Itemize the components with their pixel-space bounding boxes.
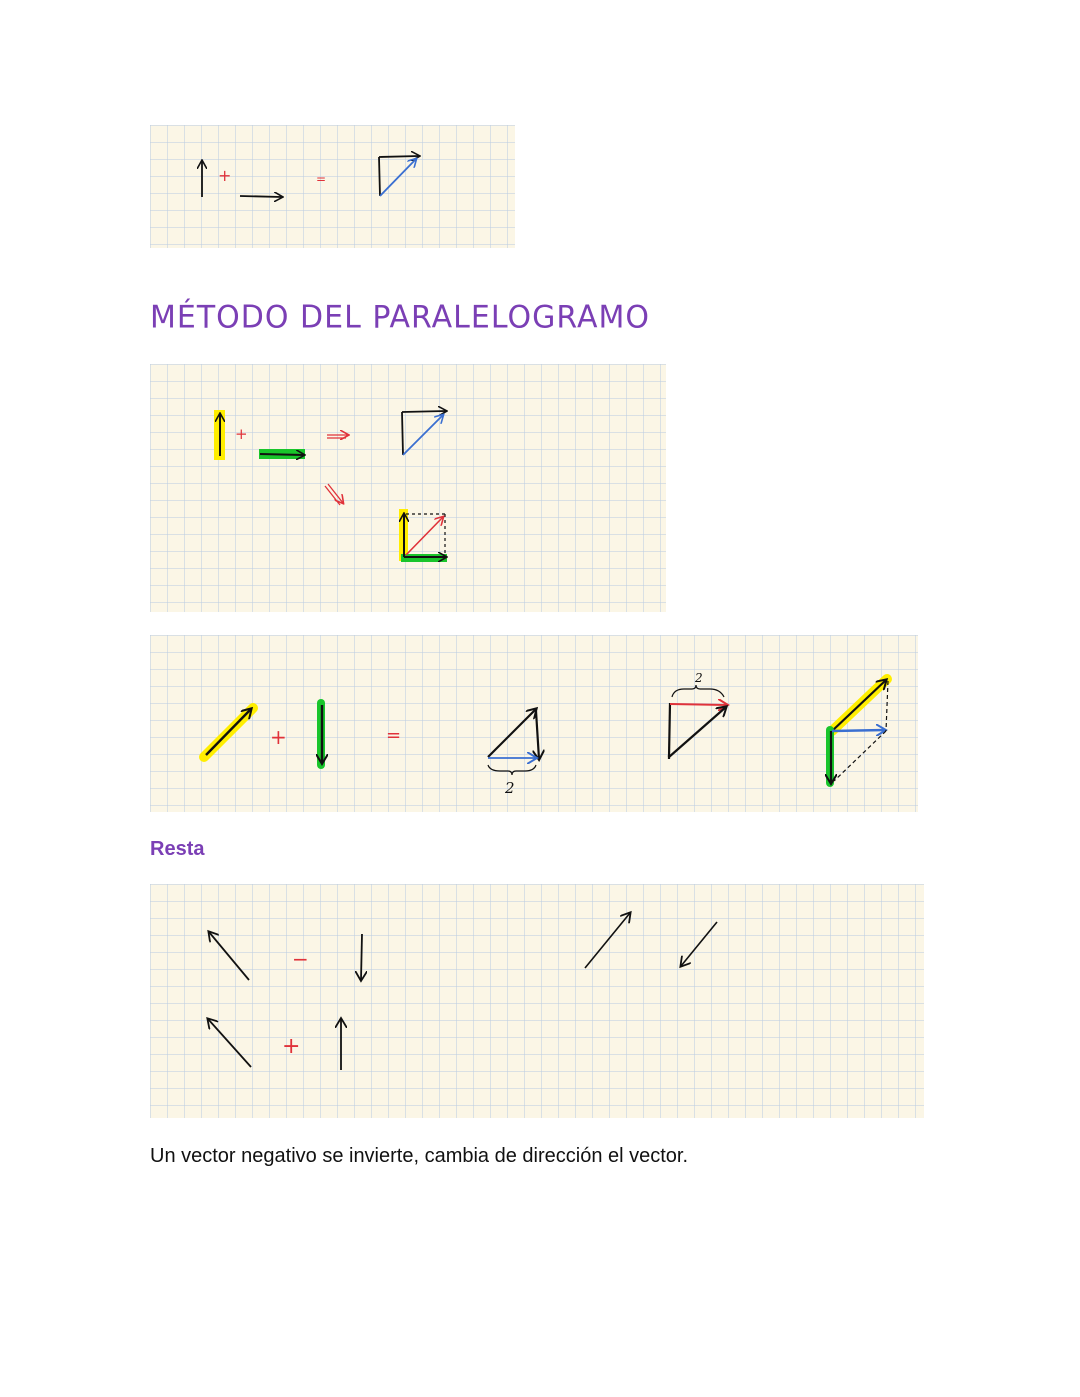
plus-sign: +	[218, 166, 232, 185]
sketch-panel-addition	[150, 125, 515, 248]
parallelogram-sketch	[150, 364, 666, 612]
vector-up-left	[209, 932, 249, 980]
vector-right	[260, 454, 304, 455]
brace-label-two-top: 2	[695, 671, 703, 685]
subsection-title: Resta	[150, 838, 205, 860]
sketch-panel-example	[150, 635, 918, 812]
explanation-paragraph: Un vector negativo se invierte, cambia de dirección el vector.	[150, 1145, 689, 1167]
sketch-panel-parallelogram	[150, 364, 666, 612]
vector-right	[240, 196, 282, 197]
equals-sign: =	[386, 725, 402, 746]
plus-sign: +	[235, 425, 248, 443]
result-top	[379, 156, 419, 157]
vector-down	[361, 934, 362, 980]
section-title: MÉTODO DEL PARALELOGRAMO	[150, 299, 651, 336]
brace-label-two: 2	[505, 779, 515, 797]
sketch-panel-subtraction	[150, 884, 924, 1118]
example-sketch	[150, 635, 918, 812]
vector-diag-down	[681, 922, 717, 966]
plus-sign: +	[282, 1034, 301, 1059]
minus-sign: −	[292, 947, 309, 971]
plus-sign: +	[270, 725, 287, 749]
vector-up-left-2	[208, 1019, 251, 1067]
result-sum	[380, 159, 416, 196]
subtraction-sketch	[150, 884, 924, 1118]
equals-sign: =	[316, 172, 327, 186]
addition-sketch	[150, 125, 515, 248]
result-up	[379, 157, 380, 196]
vector-diag-up	[585, 913, 630, 968]
